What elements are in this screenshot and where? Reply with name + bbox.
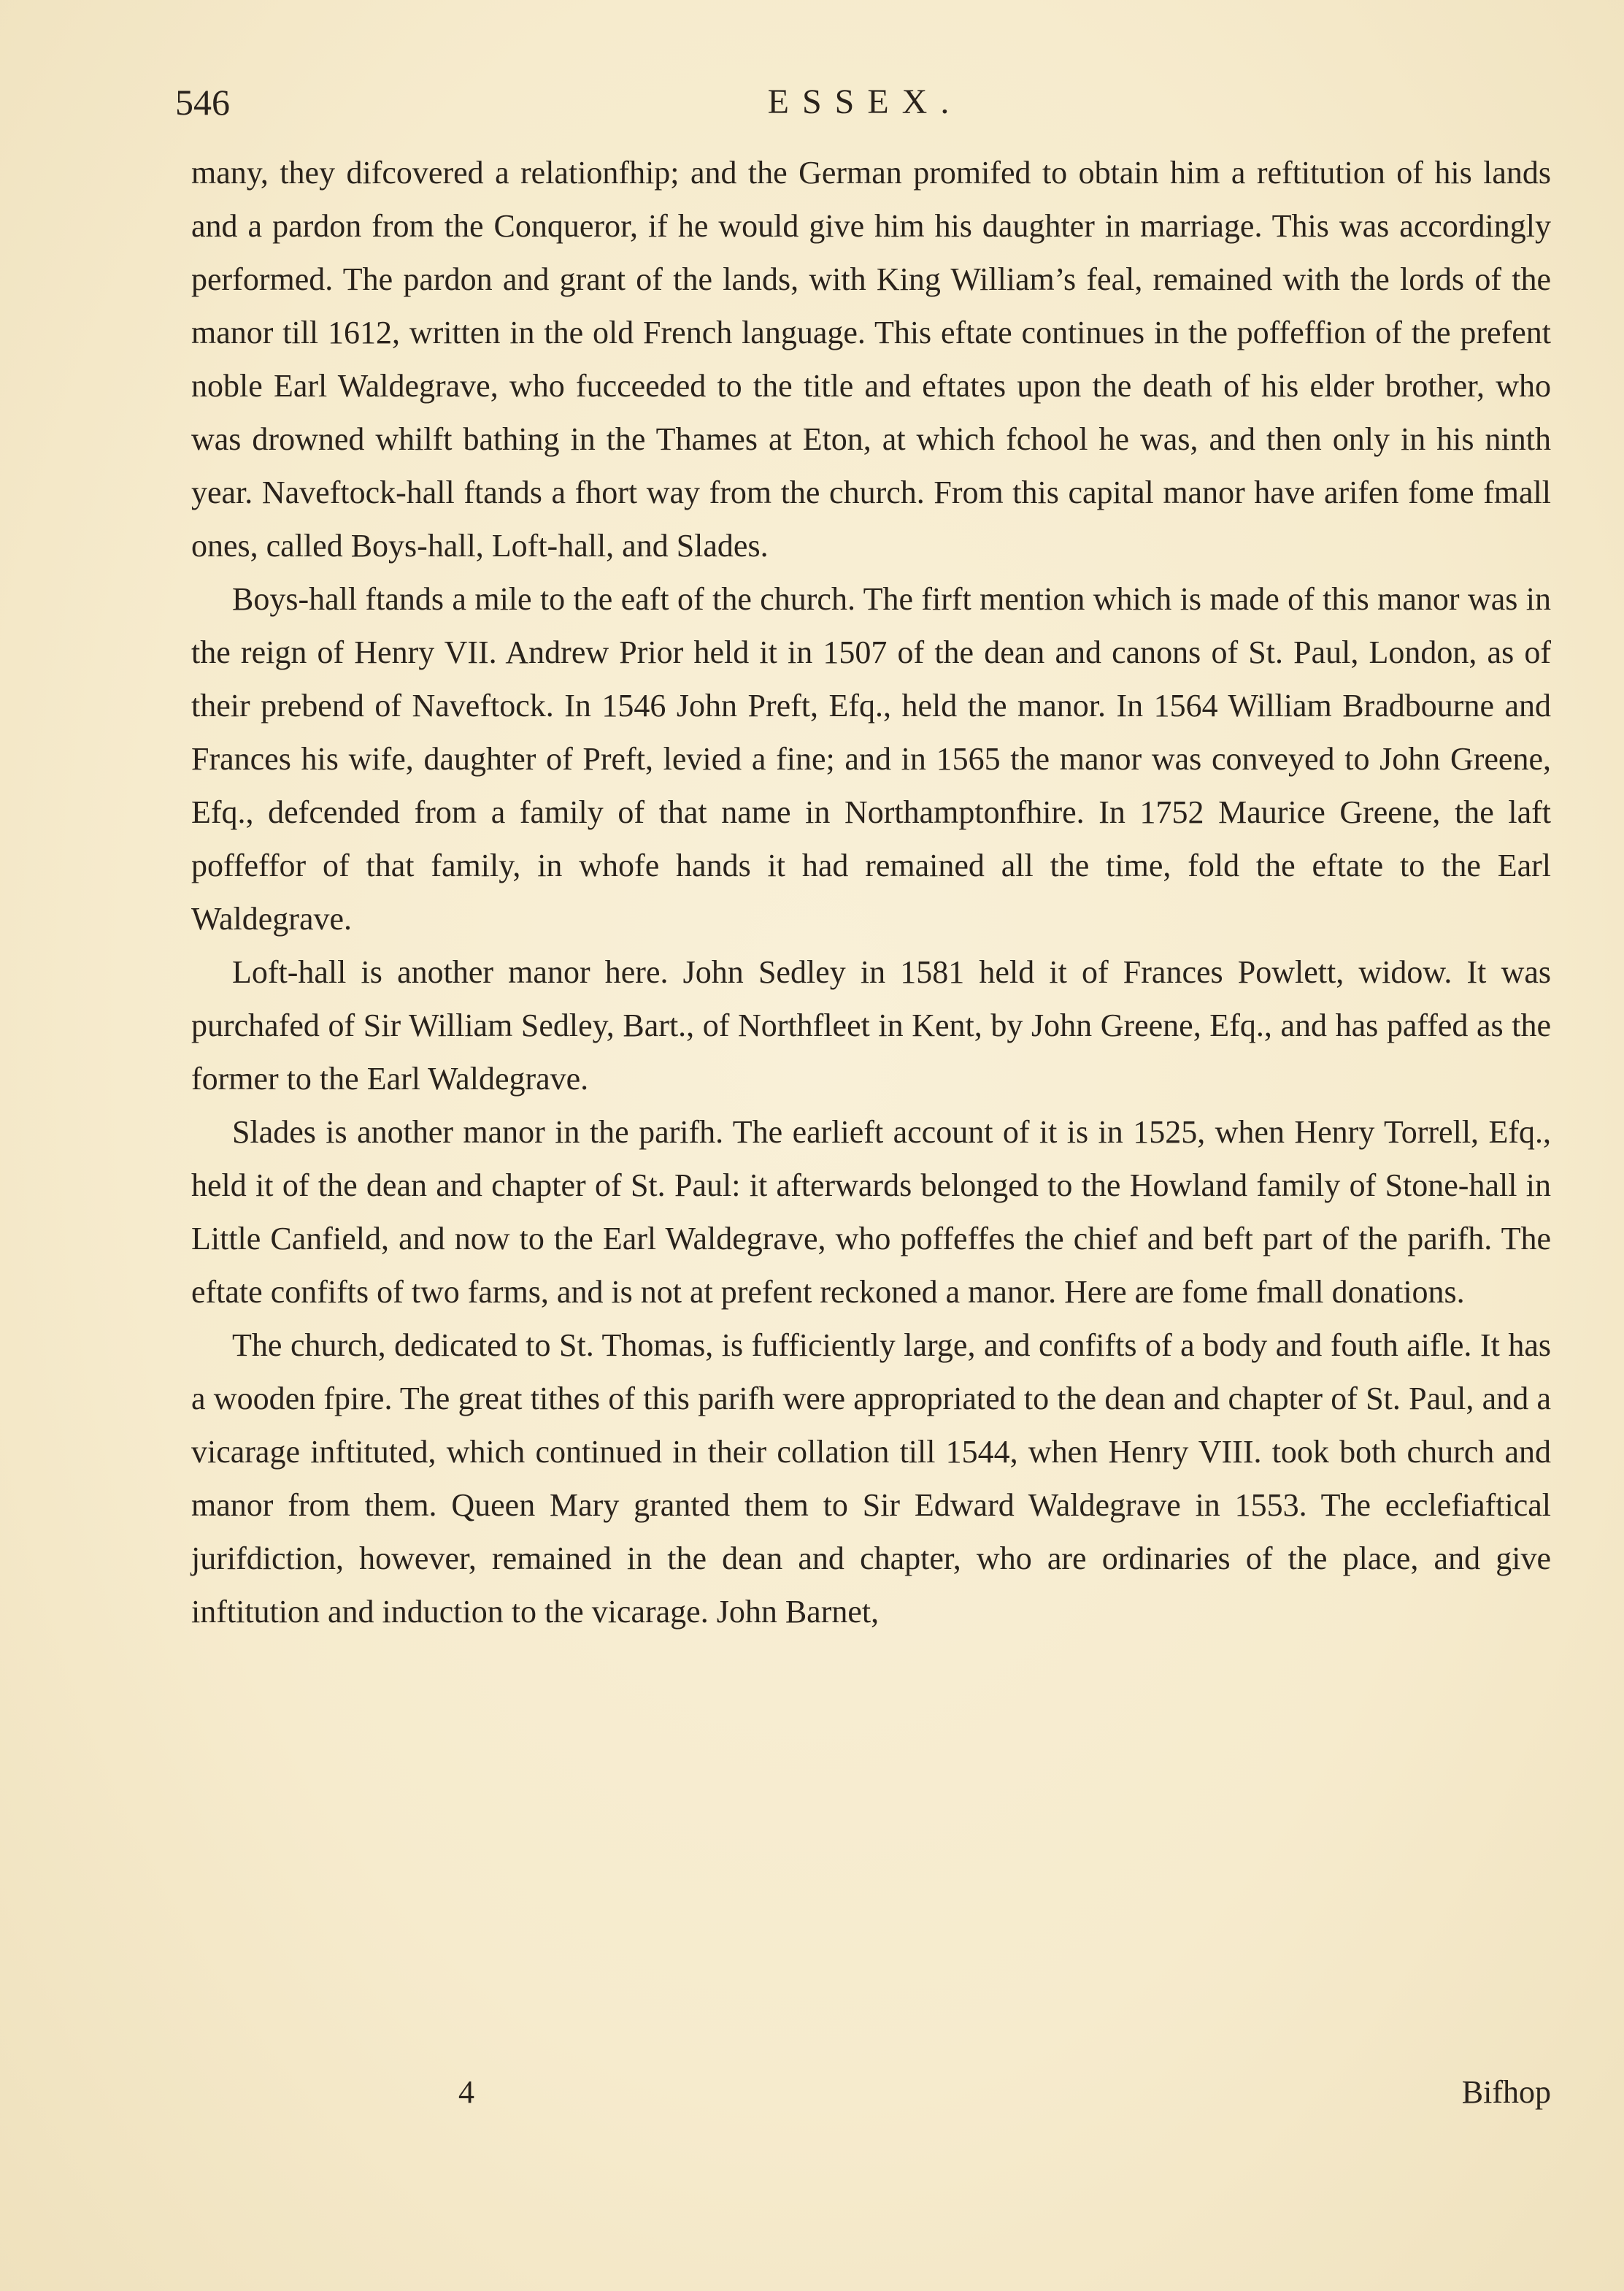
paragraph-church: The church, dedicated to St. Thomas, is fufficiently large, and confifts of a body and fouth aifle. It has a wooden fpire. The great tithes of this parifh were appropriated to the dean and chapter of St. Paul, and a vicarage inftituted, which continued in their collation till 1544, when Henry VIII. took both church and manor from them. Queen Mary granted them to Sir Edward Waldegrave in 1553. The ecclefiaftical jurifdiction, however, remained in the dean and chapter, who are ordinaries of the place, and give inftitution and induction to the vicarage. John Barnet,	[191, 1327, 1551, 1630]
paragraph-slades: Slades is another manor in the parifh. The earlieft account of it is in 1525, when Henry Torrell, Efq., held it of the dean and chapter of St. Paul: it afterwards belonged to the Howland family of Stone-hall in Little Canfield, and now to the Earl Waldegrave, who poffeffes the chief and beft part of the parifh. The eftate confifts of two farms, and is not at prefent reckoned a manor. Here are fome fmall donations.	[191, 1114, 1551, 1310]
running-title: ESSEX.	[767, 82, 963, 121]
page-header	[175, 73, 1555, 131]
page-number: 546	[175, 82, 230, 123]
signature-mark: 4	[458, 2074, 474, 2110]
body-text	[191, 146, 1551, 1638]
paragraph-boys-hall: Boys-hall ftands a mile to the eaft of the church. The firft mention which is made of this manor was in the reign of Henry VII. Andrew Prior held it in 1507 of the dean and canons of St. Paul, London, as of their prebend of Naveftock. In 1546 John Preft, Efq., held the manor. In 1564 William Bradbourne and Frances his wife, daughter of Preft, levied a fine; and in 1565 the manor was conveyed to John Greene, Efq., defcended from a family of that name in Northamptonfhire. In 1752 Maurice Greene, the laft poffeffor of that family, in whofe hands it had remained all the time, fold the eftate to the Earl Waldegrave.	[191, 581, 1551, 937]
paragraph-loft-hall: Loft-hall is another manor here. John Sedley in 1581 held it of Frances Powlett, widow. It was purchafed of Sir William Sedley, Bart., of Northfleet in Kent, by John Greene, Efq., and has paffed as the former to the Earl Waldegrave.	[191, 954, 1551, 1097]
paragraph-conqueror-grant: many, they difcovered a relationfhip; and the German promifed to obtain him a reftitution of his lands and a pardon from the Conqueror, if he would give him his daughter in marriage. This was accordingly performed. The pardon and grant of the lands, with King William’s feal, remained with the lords of the manor till 1612, written in the old French language. This eftate continues in the poffeffion of the prefent noble Earl Waldegrave, who fucceeded to the title and eftates upon the death of his elder brother, who was drowned whilft bathing in the Thames at Eton, at which fchool he was, and then only in his ninth year. Naveftock-hall ftands a fhort way from the church. From this capital manor have arifen fome fmall ones, called Boys-hall, Loft-hall, and Slades.	[191, 155, 1551, 564]
page-footer	[191, 2063, 1551, 2122]
catchword: Bifhop	[1461, 2074, 1551, 2110]
